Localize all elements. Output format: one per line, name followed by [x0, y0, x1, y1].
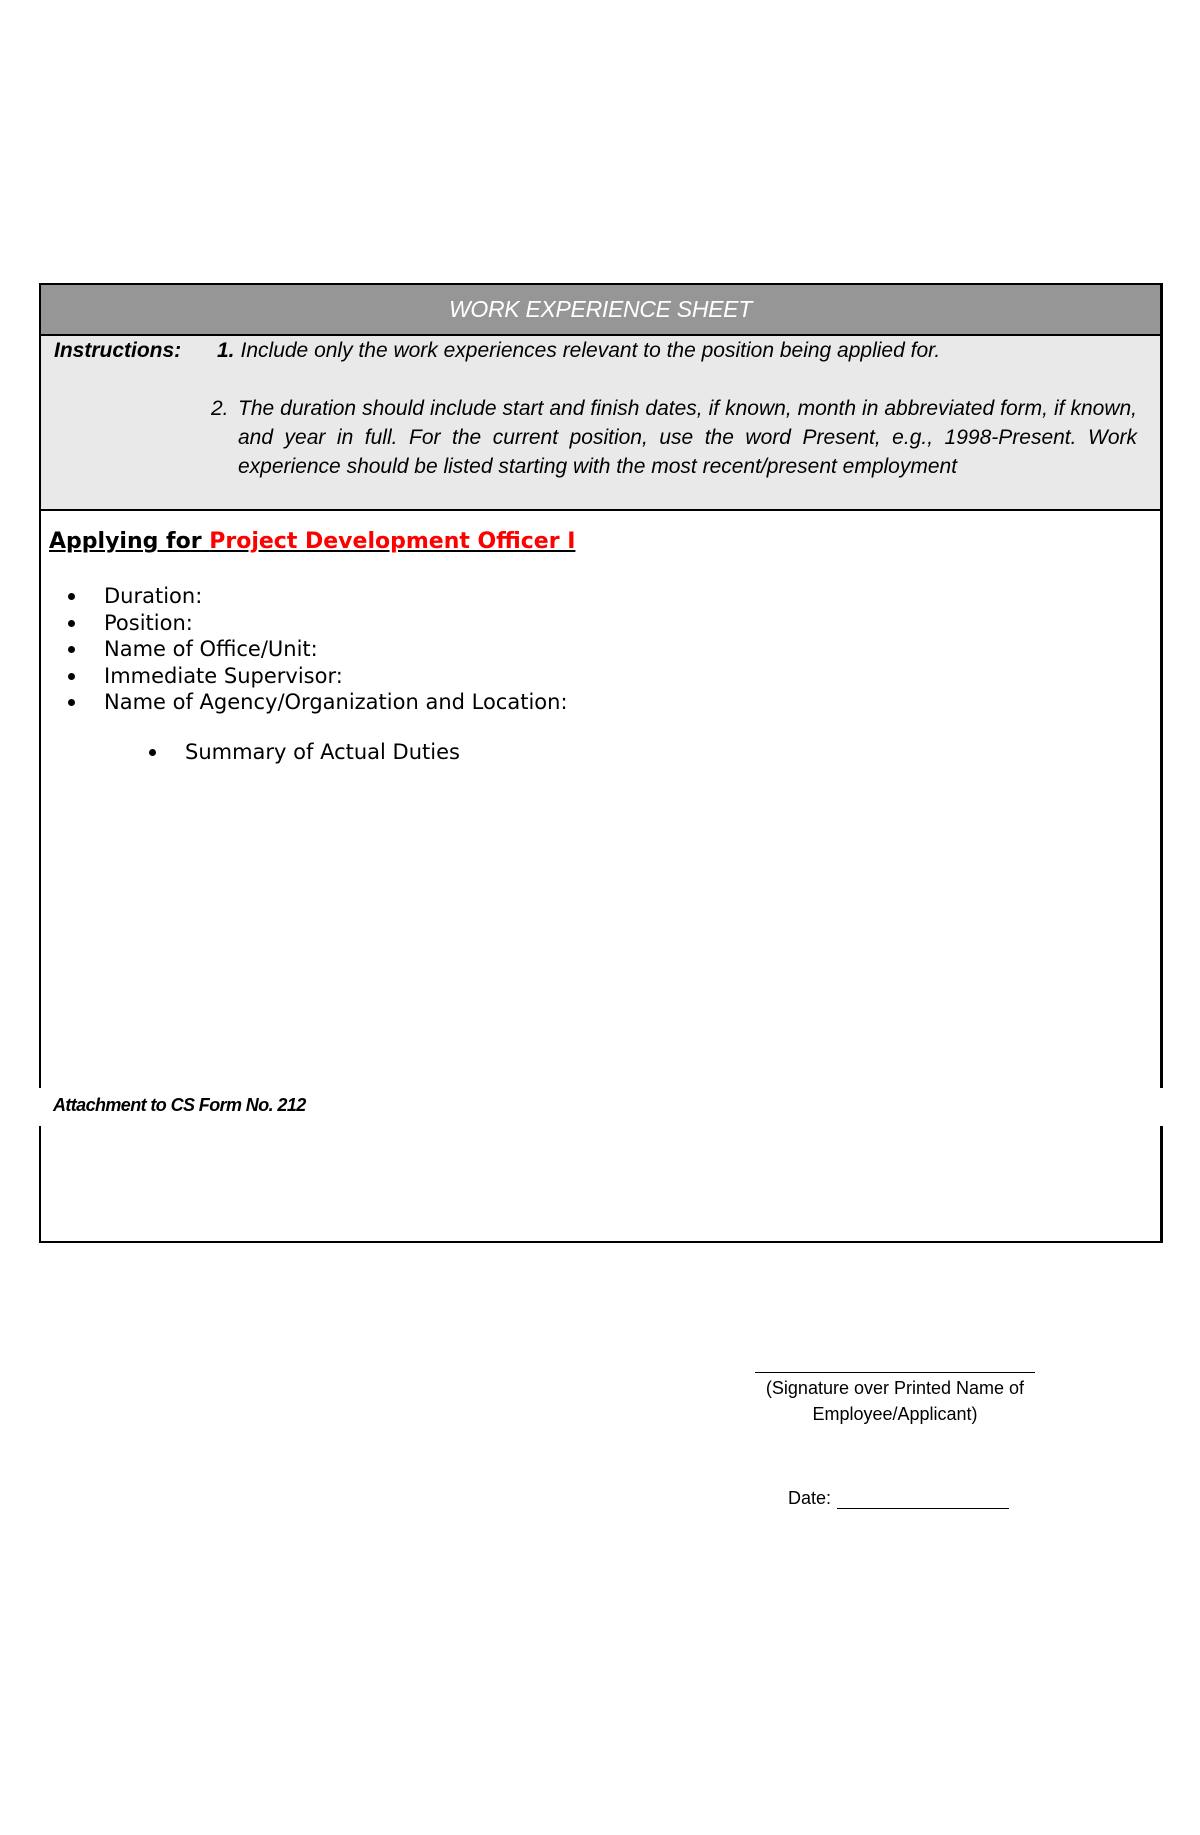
list-item: [68, 583, 568, 610]
field-label-position: Position:: [104, 610, 193, 635]
instruction-item-1: [217, 336, 940, 365]
attachment-note: Attachment to CS Form No. 212: [53, 1095, 306, 1115]
signature-caption-line2: Employee/Applicant): [812, 1404, 978, 1424]
applying-position: Project Development Officer I: [209, 529, 576, 554]
field-label-agency: Name of Agency/Organization and Location:: [104, 690, 568, 714]
summary-of-duties: [149, 739, 460, 765]
date-label: Date:: [788, 1488, 832, 1508]
list-item: [68, 663, 568, 690]
field-label-supervisor: Immediate Supervisor:: [104, 663, 343, 688]
bullet-icon: [68, 583, 104, 609]
bullet-icon: [149, 739, 185, 765]
instruction-number: 2.: [211, 397, 229, 420]
instruction-text: Include only the work experiences relevant to the position being applied for.: [240, 339, 941, 362]
applying-label: Applying for: [49, 529, 202, 554]
instruction-text: The duration should include start and finish dates, if known, month in abbreviated form, if known, and year in full. For the current position, use the word Present, e.g., 1998-Present. Work experience should be listed starting with the most recent/present employment: [238, 397, 1137, 478]
applying-for-heading: [49, 529, 575, 554]
date-line: [837, 1488, 1009, 1509]
instruction-number: 1.: [217, 339, 235, 362]
signature-block: [730, 1358, 1060, 1427]
duties-label: Summary of Actual Duties: [185, 740, 460, 764]
instructions-block: [41, 336, 1160, 511]
field-label-duration: Duration:: [104, 584, 203, 608]
list-item: [68, 689, 568, 716]
bullet-icon: [68, 636, 104, 662]
experience-fields-list: [68, 583, 568, 716]
field-label-office-unit: Name of Office/Unit:: [104, 637, 318, 661]
list-item: [68, 636, 568, 663]
instructions-label: Instructions:: [54, 339, 182, 362]
instruction-item-2: [211, 394, 1137, 481]
signature-line: [755, 1358, 1035, 1373]
sheet-title: WORK EXPERIENCE SHEET: [41, 285, 1160, 336]
bullet-icon: [68, 663, 104, 689]
work-experience-sheet: [39, 283, 1163, 1243]
signature-caption-line1: (Signature over Printed Name of: [765, 1378, 1025, 1398]
bullet-icon: [68, 610, 104, 636]
list-item: [68, 610, 568, 637]
date-row: [788, 1488, 1009, 1509]
bullet-icon: [68, 689, 104, 715]
